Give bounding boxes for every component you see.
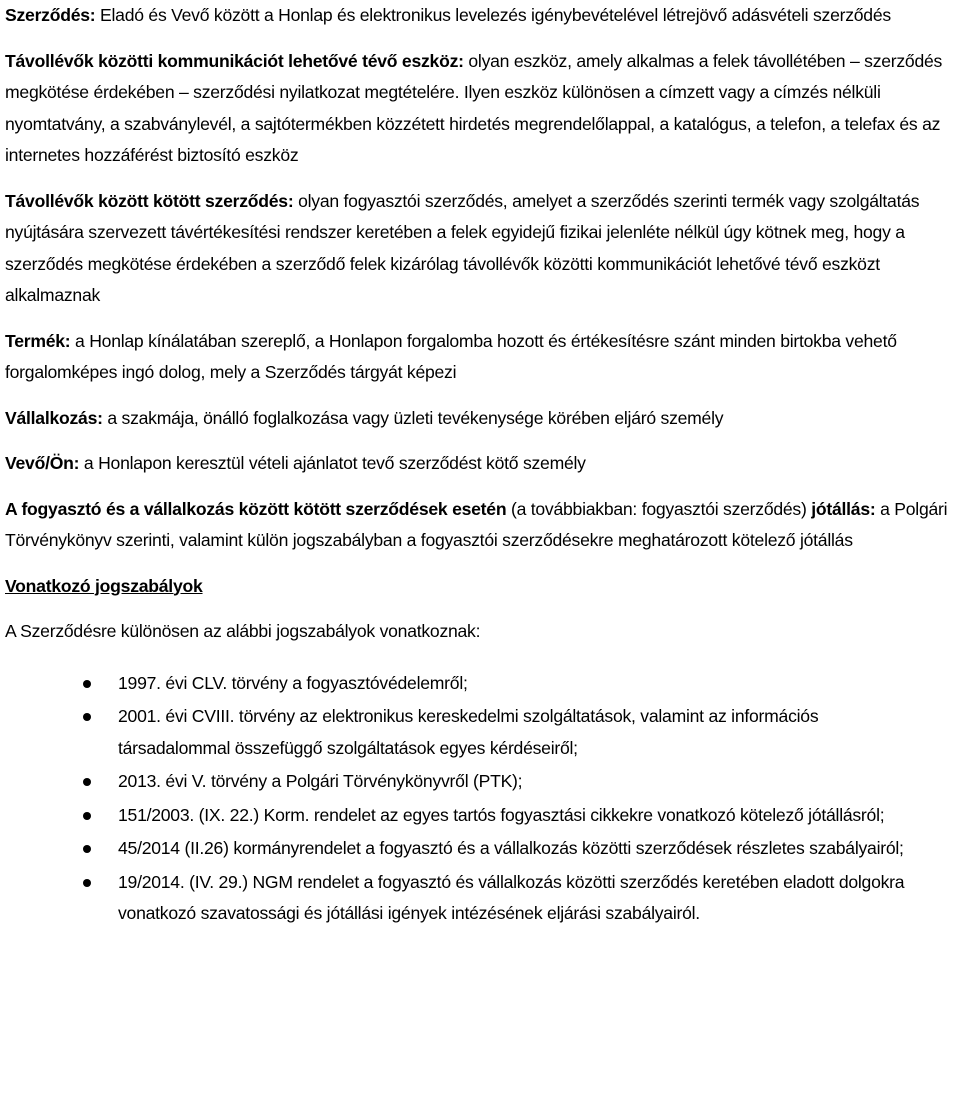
definition-product: [5, 326, 957, 389]
law-list: [5, 668, 957, 930]
bullet-icon: [83, 680, 91, 688]
list-item: [5, 800, 957, 832]
document-page: [5, 0, 957, 932]
definition-business: [5, 403, 957, 435]
definition-term: Szerződés:: [5, 5, 96, 25]
list-item-text: 1997. évi CLV. törvény a fogyasztóvédelemről;: [118, 672, 468, 693]
definition-text: Eladó és Vevő között a Honlap és elektronikus levelezés igénybevételével létrejövő adásvételi szerződés: [95, 5, 891, 25]
definition-text: olyan eszköz, amely alkalmas a felek távollétében – szerződés megkötése érdekében – szerződési nyilatkozat megtételére. Ilyen eszköz különösen a címzett vagy a címzés nélküli nyomtatvány, a szabványlevél, a sajtótermékben közzétett hirdetés megrendelőlappal, a katalógus, a telefon, a telefax és az internetes hozzáférést biztosító eszköz: [5, 50, 943, 165]
definition-term: Távollévők közötti kommunikációt lehetővé tévő eszköz:: [5, 50, 464, 71]
definition-term: Termék:: [5, 330, 71, 351]
section-heading: Vonatkozó jogszabályok: [5, 575, 203, 596]
definition-term: A fogyasztó és a vállalkozás között kötött szerződések esetén: [5, 498, 507, 519]
definition-text: (a továbbiakban: fogyasztói szerződés): [506, 498, 812, 519]
list-item-text: 2013. évi V. törvény a Polgári Törvénykönyvről (PTK);: [118, 771, 523, 791]
definition-text: a Polgári Törvénykönyv szerinti, valamint külön jogszabályban a fogyasztói szerződésekre meghatározott kötelező jótállás: [5, 498, 948, 550]
definition-text: olyan fogyasztói szerződés, amelyet a szerződés szerinti termék vagy szolgáltatás nyújtására szervezett távértékesítési rendszer keretében a felek egyidejű fizikai jelenléte nélkül úgy kötnek meg, hogy a szerződés megkötése érdekében a szerződő felek kizárólag távollévők közötti kommunikációt lehetővé tévő eszközt alkalmaznak: [5, 190, 920, 305]
definition-contract: [5, 0, 957, 32]
list-item: [5, 668, 957, 700]
section-intro: A Szerződésre különösen az alábbi jogszabályok vonatkoznak:: [5, 621, 481, 641]
list-item-text: 151/2003. (IX. 22.) Korm. rendelet az egyes tartós fogyasztási cikkekre vonatkozó kötelező jótállásról;: [118, 804, 885, 825]
definition-term: Vállalkozás:: [5, 407, 103, 428]
list-item-text: 45/2014 (II.26) kormányrendelet a fogyasztó és a vállalkozás közötti szerződések részletes szabályairól;: [118, 838, 904, 858]
list-item-text: 19/2014. (IV. 29.) NGM rendelet a fogyasztó és vállalkozás közötti szerződés keretében eladott dolgokra vonatkozó szavatossági és jótállási igények intézésének eljárási szabályairól.: [118, 871, 905, 923]
bullet-icon: [83, 713, 91, 721]
list-item-text: 2001. évi CVIII. törvény az elektronikus kereskedelmi szolgáltatások, valamint az információs társadalommal összefüggő szolgáltatások egyes kérdéseiről;: [118, 706, 819, 758]
definition-distance-contract: [5, 186, 957, 312]
list-item: [5, 701, 957, 764]
definition-text: a Honlap kínálatában szereplő, a Honlapon forgalomba hozott és értékesítésre szánt minden birtokba vehető forgalomképes ingó dolog, mely a Szerződés tárgyát képezi: [5, 330, 897, 382]
bullet-icon: [83, 879, 91, 887]
definition-buyer: [5, 448, 957, 480]
list-item: [5, 833, 957, 865]
bullet-icon: [83, 778, 91, 786]
definition-remote-communication-tool: [5, 46, 957, 172]
bullet-icon: [83, 845, 91, 853]
definition-text: a szakmája, önálló foglalkozása vagy üzleti tevékenysége körében eljáró személy: [102, 407, 724, 428]
definition-term: Távollévők között kötött szerződés:: [5, 190, 294, 211]
list-item: [5, 766, 957, 798]
list-item: [5, 867, 957, 930]
definition-term: jótállás:: [811, 498, 876, 519]
bullet-icon: [83, 812, 91, 820]
definition-guarantee: [5, 494, 957, 557]
definition-term: Vevő/Ön:: [5, 453, 80, 473]
definition-text: a Honlapon keresztül vételi ajánlatot tevő szerződést kötő személy: [79, 453, 586, 473]
